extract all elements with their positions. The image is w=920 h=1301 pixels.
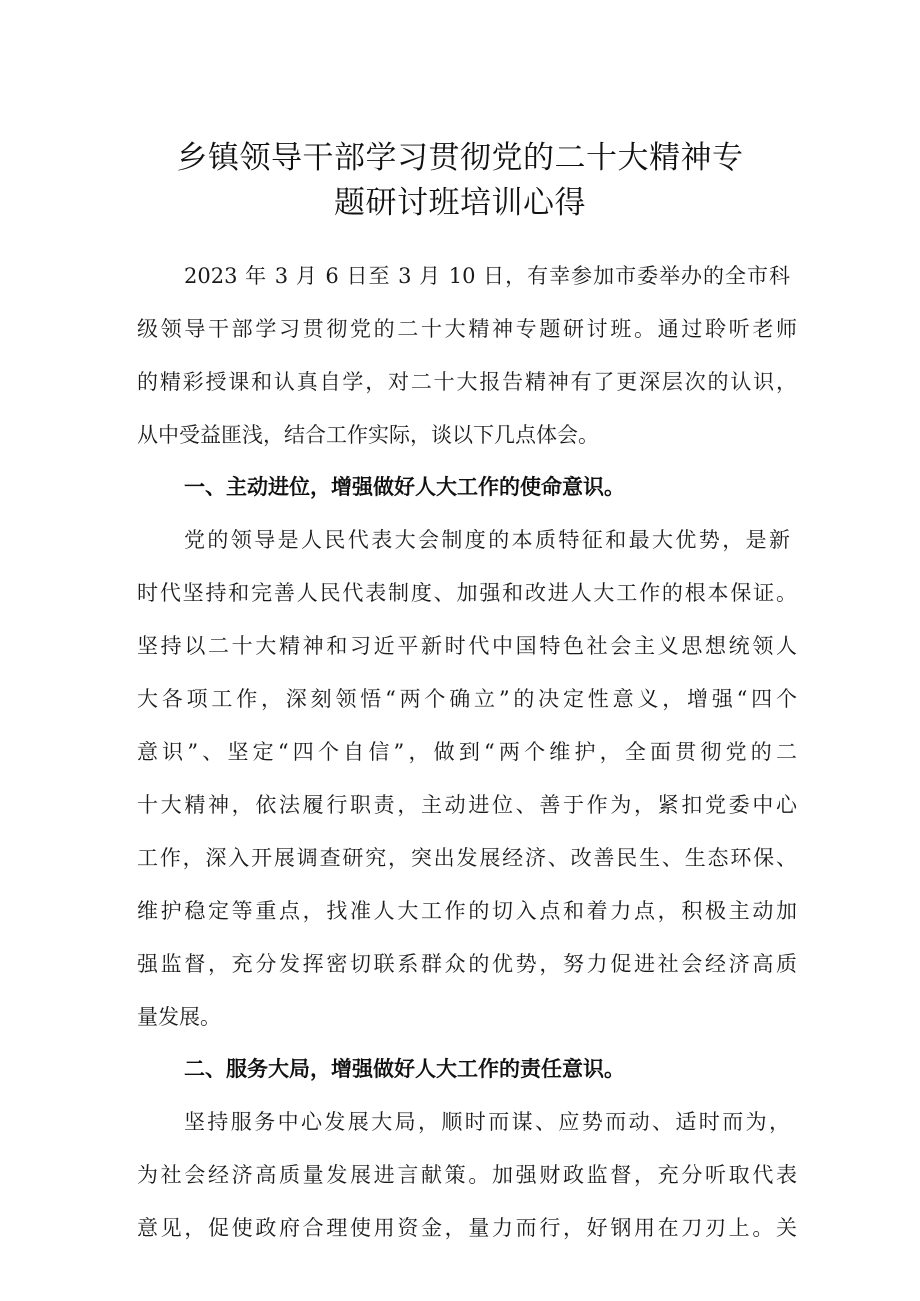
section-1-line-9: 强监督，充分发挥密切联系群众的优势，努力促进社会经济高质: [137, 952, 797, 976]
section-2-heading: 二、服务大局，增强做好人大工作的责任意识。: [184, 1057, 625, 1081]
intro-line-1: 2023 年 3 月 6 日至 3 月 10 日，有幸参加市委举办的全市科: [184, 264, 790, 288]
intro-line-3: 的精彩授课和认真自学，对二十大报告精神有了更深层次的认识，: [137, 370, 797, 394]
section-1-heading: 一、主动进位，增强做好人大工作的使命意识。: [184, 475, 625, 499]
intro-line-4: 从中受益匪浅，结合工作实际，谈以下几点体会。: [137, 423, 599, 447]
intro-line-2: 级领导干部学习贯彻党的二十大精神专题研讨班。通过聆听老师: [137, 317, 797, 341]
section-1-line-4: 大各项工作，深刻领悟“两个确立”的决定性意义，增强“四个: [137, 687, 797, 711]
section-1-line-2: 时代坚持和完善人民代表制度、加强和改进人大工作的根本保证。: [137, 581, 797, 605]
section-1-line-7: 工作，深入开展调查研究，突出发展经济、改善民生、生态环保、: [137, 846, 797, 870]
section-2-line-1: 坚持服务中心发展大局，顺时而谋、应势而动、适时而为，: [184, 1110, 790, 1134]
section-1-line-5: 意识”、坚定“四个自信”，做到“两个维护，全面贯彻党的二: [137, 740, 797, 764]
section-1-line-10: 量发展。: [137, 1005, 221, 1029]
section-1-line-1: 党的领导是人民代表大会制度的本质特征和最大优势，是新: [184, 528, 790, 552]
section-1-line-8: 维护稳定等重点，找准人大工作的切入点和着力点，积极主动加: [137, 899, 797, 923]
section-1-line-6: 十大精神，依法履行职责，主动进位、善于作为，紧扣党委中心: [137, 793, 797, 817]
section-1-line-3: 坚持以二十大精神和习近平新时代中国特色社会主义思想统领人: [137, 634, 797, 658]
document-title-line-2: 题研讨班培训心得: [334, 185, 586, 221]
section-2-line-2: 为社会经济高质量发展进言献策。加强财政监督，充分听取代表: [137, 1163, 797, 1187]
document-title-line-1: 乡镇领导干部学习贯彻党的二十大精神专: [176, 140, 744, 176]
section-2-line-3: 意见，促使政府合理使用资金，量力而行，好钢用在刀刃上。关: [137, 1216, 797, 1240]
